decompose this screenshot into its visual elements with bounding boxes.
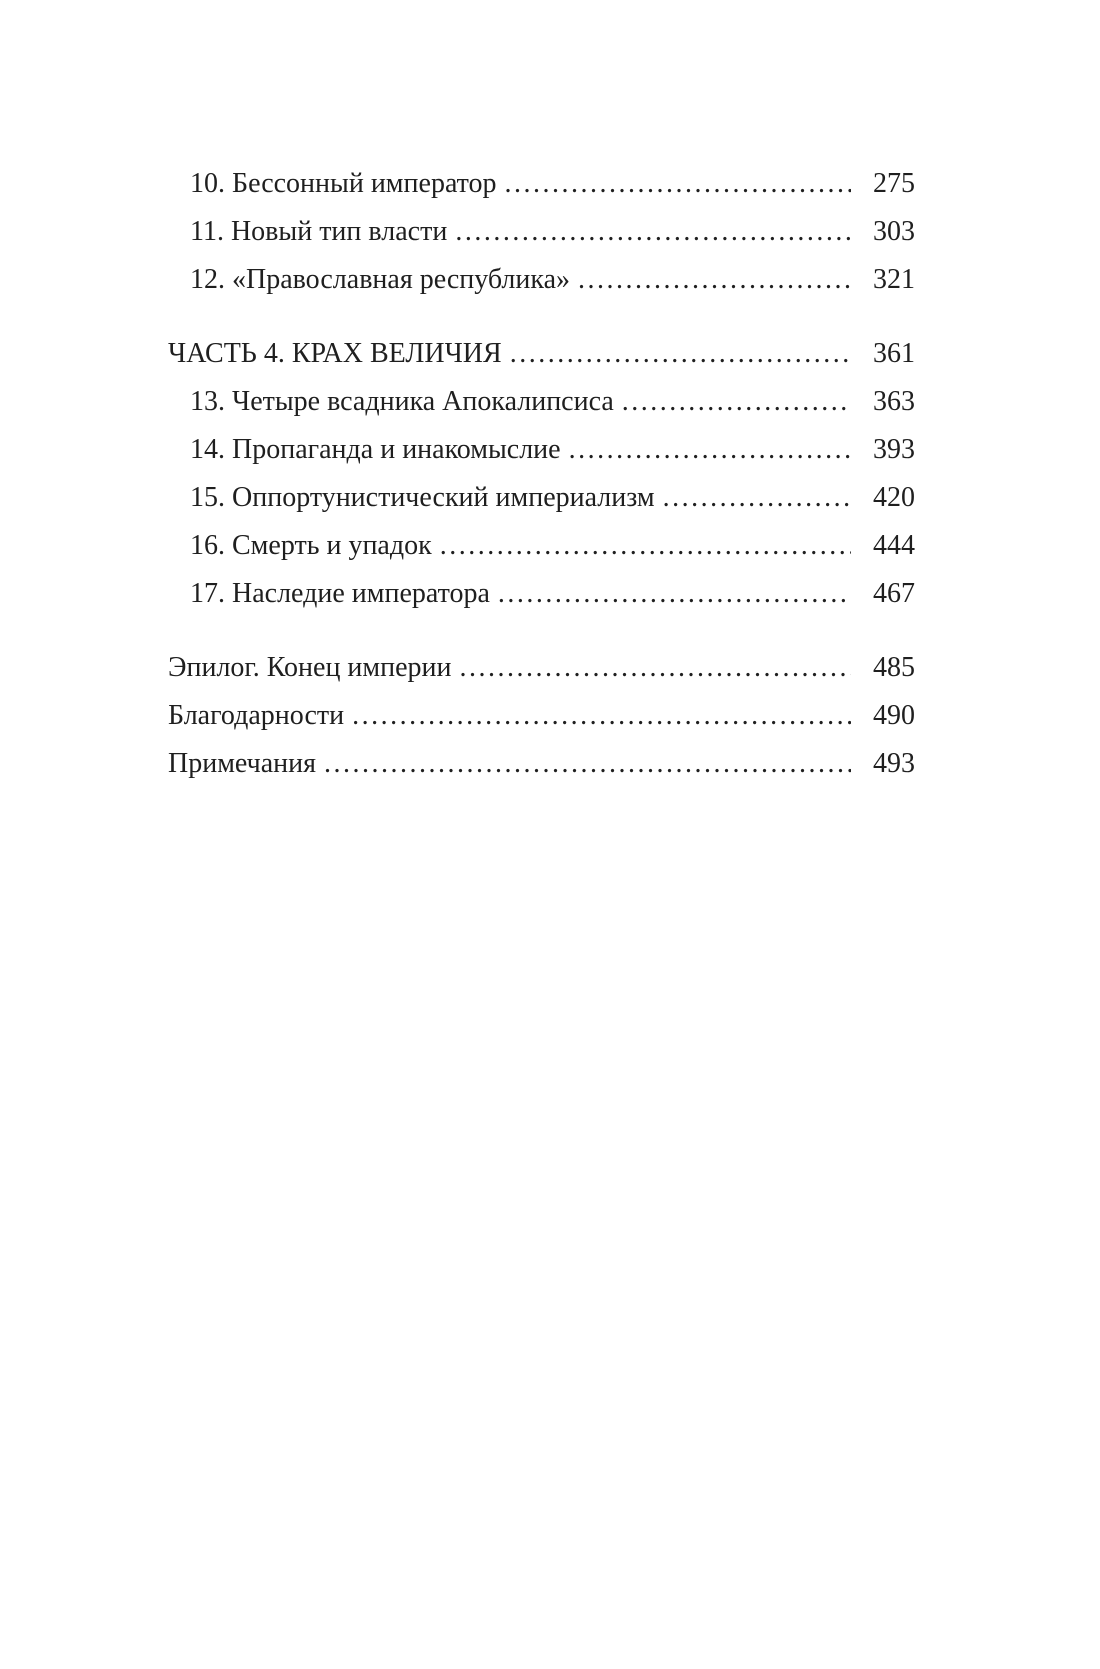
dot-leader <box>455 208 851 256</box>
dot-leader <box>440 522 851 570</box>
toc-entry-page-number: 490 <box>873 700 915 731</box>
toc-entry-page-number: 493 <box>873 748 915 779</box>
toc-entry-title: ЧАСТЬ 4. КРАХ ВЕЛИЧИЯ <box>168 338 502 369</box>
toc-entry-title: 16. Смерть и упадок <box>190 530 432 561</box>
toc-entry-title: 14. Пропаганда и инакомыслие <box>190 434 561 465</box>
dot-leader <box>510 330 851 378</box>
toc-entry-title: 15. Оппортунистический империализм <box>190 482 655 513</box>
toc-entry <box>168 644 915 692</box>
toc-entry-title: Благодарности <box>168 700 345 731</box>
dot-leader <box>569 426 851 474</box>
toc-entry-page-number: 361 <box>873 338 915 369</box>
toc-entry <box>168 256 915 304</box>
toc-entry <box>168 378 915 426</box>
dot-leader <box>498 570 851 618</box>
toc-entry-page-number: 393 <box>873 434 915 465</box>
toc-entry <box>168 160 915 208</box>
toc-entry <box>168 692 915 740</box>
dot-leader <box>352 692 851 740</box>
toc-entry-page-number: 321 <box>873 264 915 295</box>
toc-entry <box>168 522 915 570</box>
toc-entry <box>168 330 915 378</box>
toc-entry-title: 12. «Православная республика» <box>190 264 570 295</box>
toc-entry-page-number: 485 <box>873 652 915 683</box>
toc-entry-page-number: 444 <box>873 530 915 561</box>
toc-entry <box>168 208 915 256</box>
toc-entry <box>168 474 915 522</box>
toc-entry-title: 17. Наследие императора <box>190 578 490 609</box>
toc-entry-title: 10. Бессонный император <box>190 168 497 199</box>
toc-entry-title: 13. Четыре всадника Апокалипсиса <box>190 386 614 417</box>
toc-entry-page-number: 303 <box>873 216 915 247</box>
dot-leader <box>505 160 851 208</box>
toc-entry-title: Эпилог. Конец империи <box>168 652 452 683</box>
table-of-contents <box>168 160 915 788</box>
dot-leader <box>622 378 851 426</box>
dot-leader <box>324 740 851 788</box>
toc-entry <box>168 426 915 474</box>
dot-leader <box>578 256 851 304</box>
toc-entry-page-number: 420 <box>873 482 915 513</box>
toc-entry-page-number: 467 <box>873 578 915 609</box>
dot-leader <box>663 474 851 522</box>
toc-entry-title: Примечания <box>168 748 317 779</box>
dot-leader <box>460 644 851 692</box>
toc-entry-page-number: 363 <box>873 386 915 417</box>
toc-entry <box>168 570 915 618</box>
toc-entry-page-number: 275 <box>873 168 915 199</box>
toc-entry <box>168 740 915 788</box>
toc-entry-title: 11. Новый тип власти <box>190 216 448 247</box>
